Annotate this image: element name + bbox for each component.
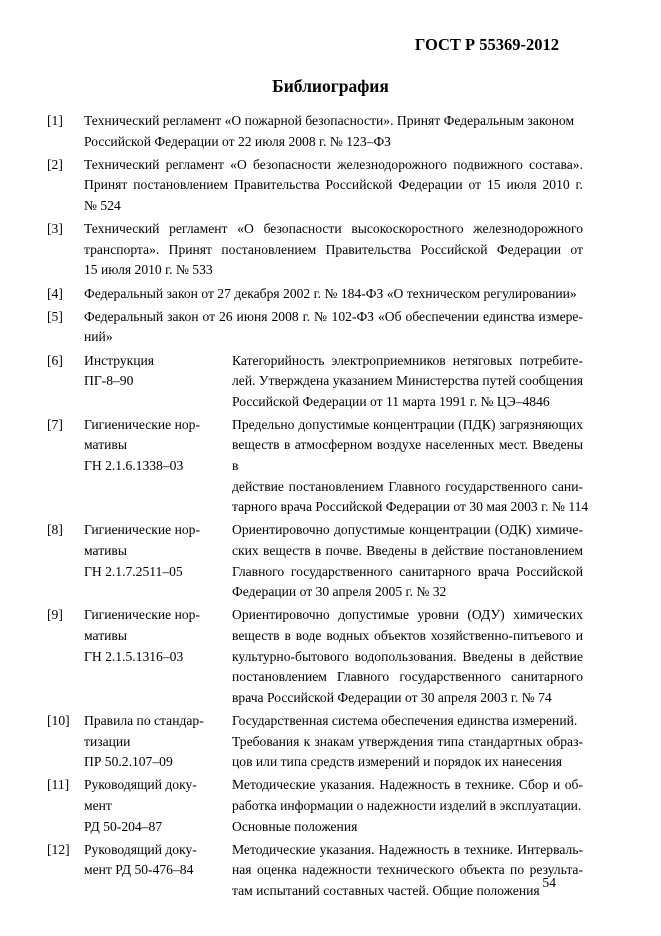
text-line: Руководящий доку-: [84, 777, 197, 793]
reference-text: [84, 111, 583, 152]
text-line: ГН 2.1.6.1338–03: [84, 458, 184, 474]
document-description: [232, 605, 583, 708]
document-designation: [84, 711, 234, 773]
reference-number: [2]: [47, 156, 63, 172]
text-line: Категорийность электроприемников нетяговых потребите-: [232, 352, 583, 368]
text-line: Технический регламент «О пожарной безопасности». Принят Федеральным законом: [84, 113, 575, 128]
text-line: Государственная система обеспечения единства измерений.: [232, 712, 578, 728]
text-line: мативы: [84, 437, 127, 453]
text-line: ГН 2.1.7.2511–05: [84, 563, 183, 579]
document-designation: [84, 840, 234, 881]
text-line: Требования к знакам утверждения типа стандартных образ-: [232, 733, 583, 749]
text-line: Главного государственного санитарного врача Российской: [232, 563, 583, 579]
text-line: ний»: [84, 329, 113, 345]
reference-number: [9]: [47, 607, 63, 623]
document-description: [232, 351, 583, 413]
document-designation: [84, 520, 234, 582]
text-line: лей. Утверждена указанием Министерства путей сообщения: [232, 373, 583, 389]
text-line: постановлением Главного государственного санитарного: [232, 669, 583, 685]
reference-item: [47, 711, 583, 773]
reference-number: [11]: [47, 777, 70, 793]
text-line: мативы: [84, 543, 127, 559]
reference-item: [47, 111, 583, 152]
text-line: культурно-бытового водопользования. Введены в действие: [232, 648, 583, 664]
text-line: Российской Федерации от 11 марта 1991 г. № ЦЭ–4846: [232, 393, 550, 409]
reference-number: [10]: [47, 712, 70, 728]
text-line: ПГ-8–90: [84, 373, 134, 389]
text-line: Федеральный закон от 27 декабря 2002 г. № 184-ФЗ «О техническом регулировании»: [84, 285, 577, 301]
text-line: врача Российской Федерации от 30 апреля 2003 г. № 74: [232, 689, 552, 705]
document-designation: [84, 415, 234, 477]
text-line: работка информации о надежности изделий в эксплуатации.: [232, 797, 582, 813]
page-title: Библиография: [272, 76, 389, 96]
reference-number: [6]: [47, 352, 63, 368]
document-description: [232, 840, 583, 902]
text-line: мент: [84, 797, 112, 813]
text-line: РД 50-204–87: [84, 818, 163, 834]
text-line: Методические указания. Надежность в технике. Сбор и об-: [232, 777, 583, 793]
text-line: мент РД 50-476–84: [84, 862, 194, 878]
reference-item: [47, 520, 583, 602]
reference-text: [84, 284, 583, 305]
text-line: мативы: [84, 628, 127, 643]
text-line: Инструкция: [84, 352, 155, 368]
reference-item: [47, 351, 583, 413]
reference-item: [47, 605, 583, 708]
reference-number: [5]: [47, 308, 63, 324]
text-line: действие постановлением Главного государственного сани-: [232, 478, 583, 494]
text-line: транспорта». Принят постановлением Правительства Российской Федерации от: [84, 241, 583, 257]
reference-item: [47, 775, 583, 837]
document-designation: [84, 605, 234, 667]
text-line: Принят постановлением Правительства Российской Федерации от 15 июля 2010 г.: [84, 177, 583, 193]
text-line: Основные положения: [232, 818, 358, 834]
reference-text: [84, 219, 583, 281]
text-line: Ориентировочно допустимые концентрации (ОДК) химиче-: [232, 522, 583, 538]
text-line: ная оценка надежности технического объекта по результа-: [232, 862, 583, 878]
text-line: тарного врача Российской Федерации от 30 мая 2003 г. № 114: [232, 499, 589, 515]
document-description: [232, 775, 583, 837]
text-line: Технический регламент «О безопасности железнодорожного подвижного состава».: [84, 156, 583, 172]
reference-text: [84, 155, 583, 217]
text-line: ских веществ в почве. Введены в действие постановлением: [232, 543, 583, 559]
text-line: тизации: [84, 733, 131, 749]
reference-item: [47, 284, 583, 305]
reference-number: [1]: [47, 113, 63, 128]
reference-item: [47, 307, 583, 348]
reference-item: [47, 415, 589, 518]
text-line: Федерации от 30 апреля 2005 г. № 32: [232, 584, 447, 600]
reference-item: [47, 840, 583, 902]
text-line: ПР 50.2.107–09: [84, 754, 173, 770]
reference-text: [84, 307, 583, 348]
text-line: Методические указания. Надежность в технике. Интерваль-: [232, 841, 583, 857]
text-line: веществ в атмосферном воздухе населенных мест. Введены в: [232, 437, 583, 474]
reference-number: [12]: [47, 841, 70, 857]
reference-number: [7]: [47, 416, 63, 432]
text-line: цов или типа средств измерений и порядок их нанесения: [232, 754, 563, 770]
page-number: 54: [542, 875, 556, 890]
text-line: Технический регламент «О безопасности высокоскоростного железнодорожного: [84, 221, 583, 237]
text-line: Гигиенические нор-: [84, 416, 200, 432]
bibliography-list: [47, 111, 589, 904]
document-designation: [84, 351, 234, 392]
text-line: Гигиенические нор-: [84, 607, 200, 623]
text-line: Федеральный закон от 26 июня 2008 г. № 102-ФЗ «Об обеспечении единства измере-: [84, 308, 583, 324]
reference-item: [47, 219, 583, 281]
text-line: Ориентировочно допустимые уровни (ОДУ) химических: [232, 607, 583, 623]
text-line: веществ в воде водных объектов хозяйственно-питьевого и: [232, 628, 583, 643]
reference-number: [8]: [47, 522, 63, 538]
text-line: Правила по стандар-: [84, 712, 204, 728]
text-line: ГН 2.1.5.1316–03: [84, 648, 184, 664]
reference-number: [4]: [47, 285, 63, 301]
text-line: 15 июля 2010 г. № 533: [84, 262, 213, 278]
standard-code: ГОСТ Р 55369-2012: [414, 35, 559, 54]
text-line: Руководящий доку-: [84, 841, 197, 857]
text-line: Предельно допустимые концентрации (ПДК) загрязняющих: [232, 416, 583, 432]
document-description: [232, 520, 583, 602]
document-description: [232, 711, 583, 773]
document-description: [232, 415, 589, 518]
text-line: Российской Федерации от 22 июля 2008 г. № 123–ФЗ: [84, 133, 391, 149]
reference-item: [47, 155, 583, 217]
text-line: Гигиенические нор-: [84, 522, 200, 538]
reference-number: [3]: [47, 221, 63, 237]
text-line: № 524: [84, 197, 121, 213]
text-line: там испытаний составных частей. Общие положения: [232, 882, 540, 898]
document-designation: [84, 775, 234, 837]
